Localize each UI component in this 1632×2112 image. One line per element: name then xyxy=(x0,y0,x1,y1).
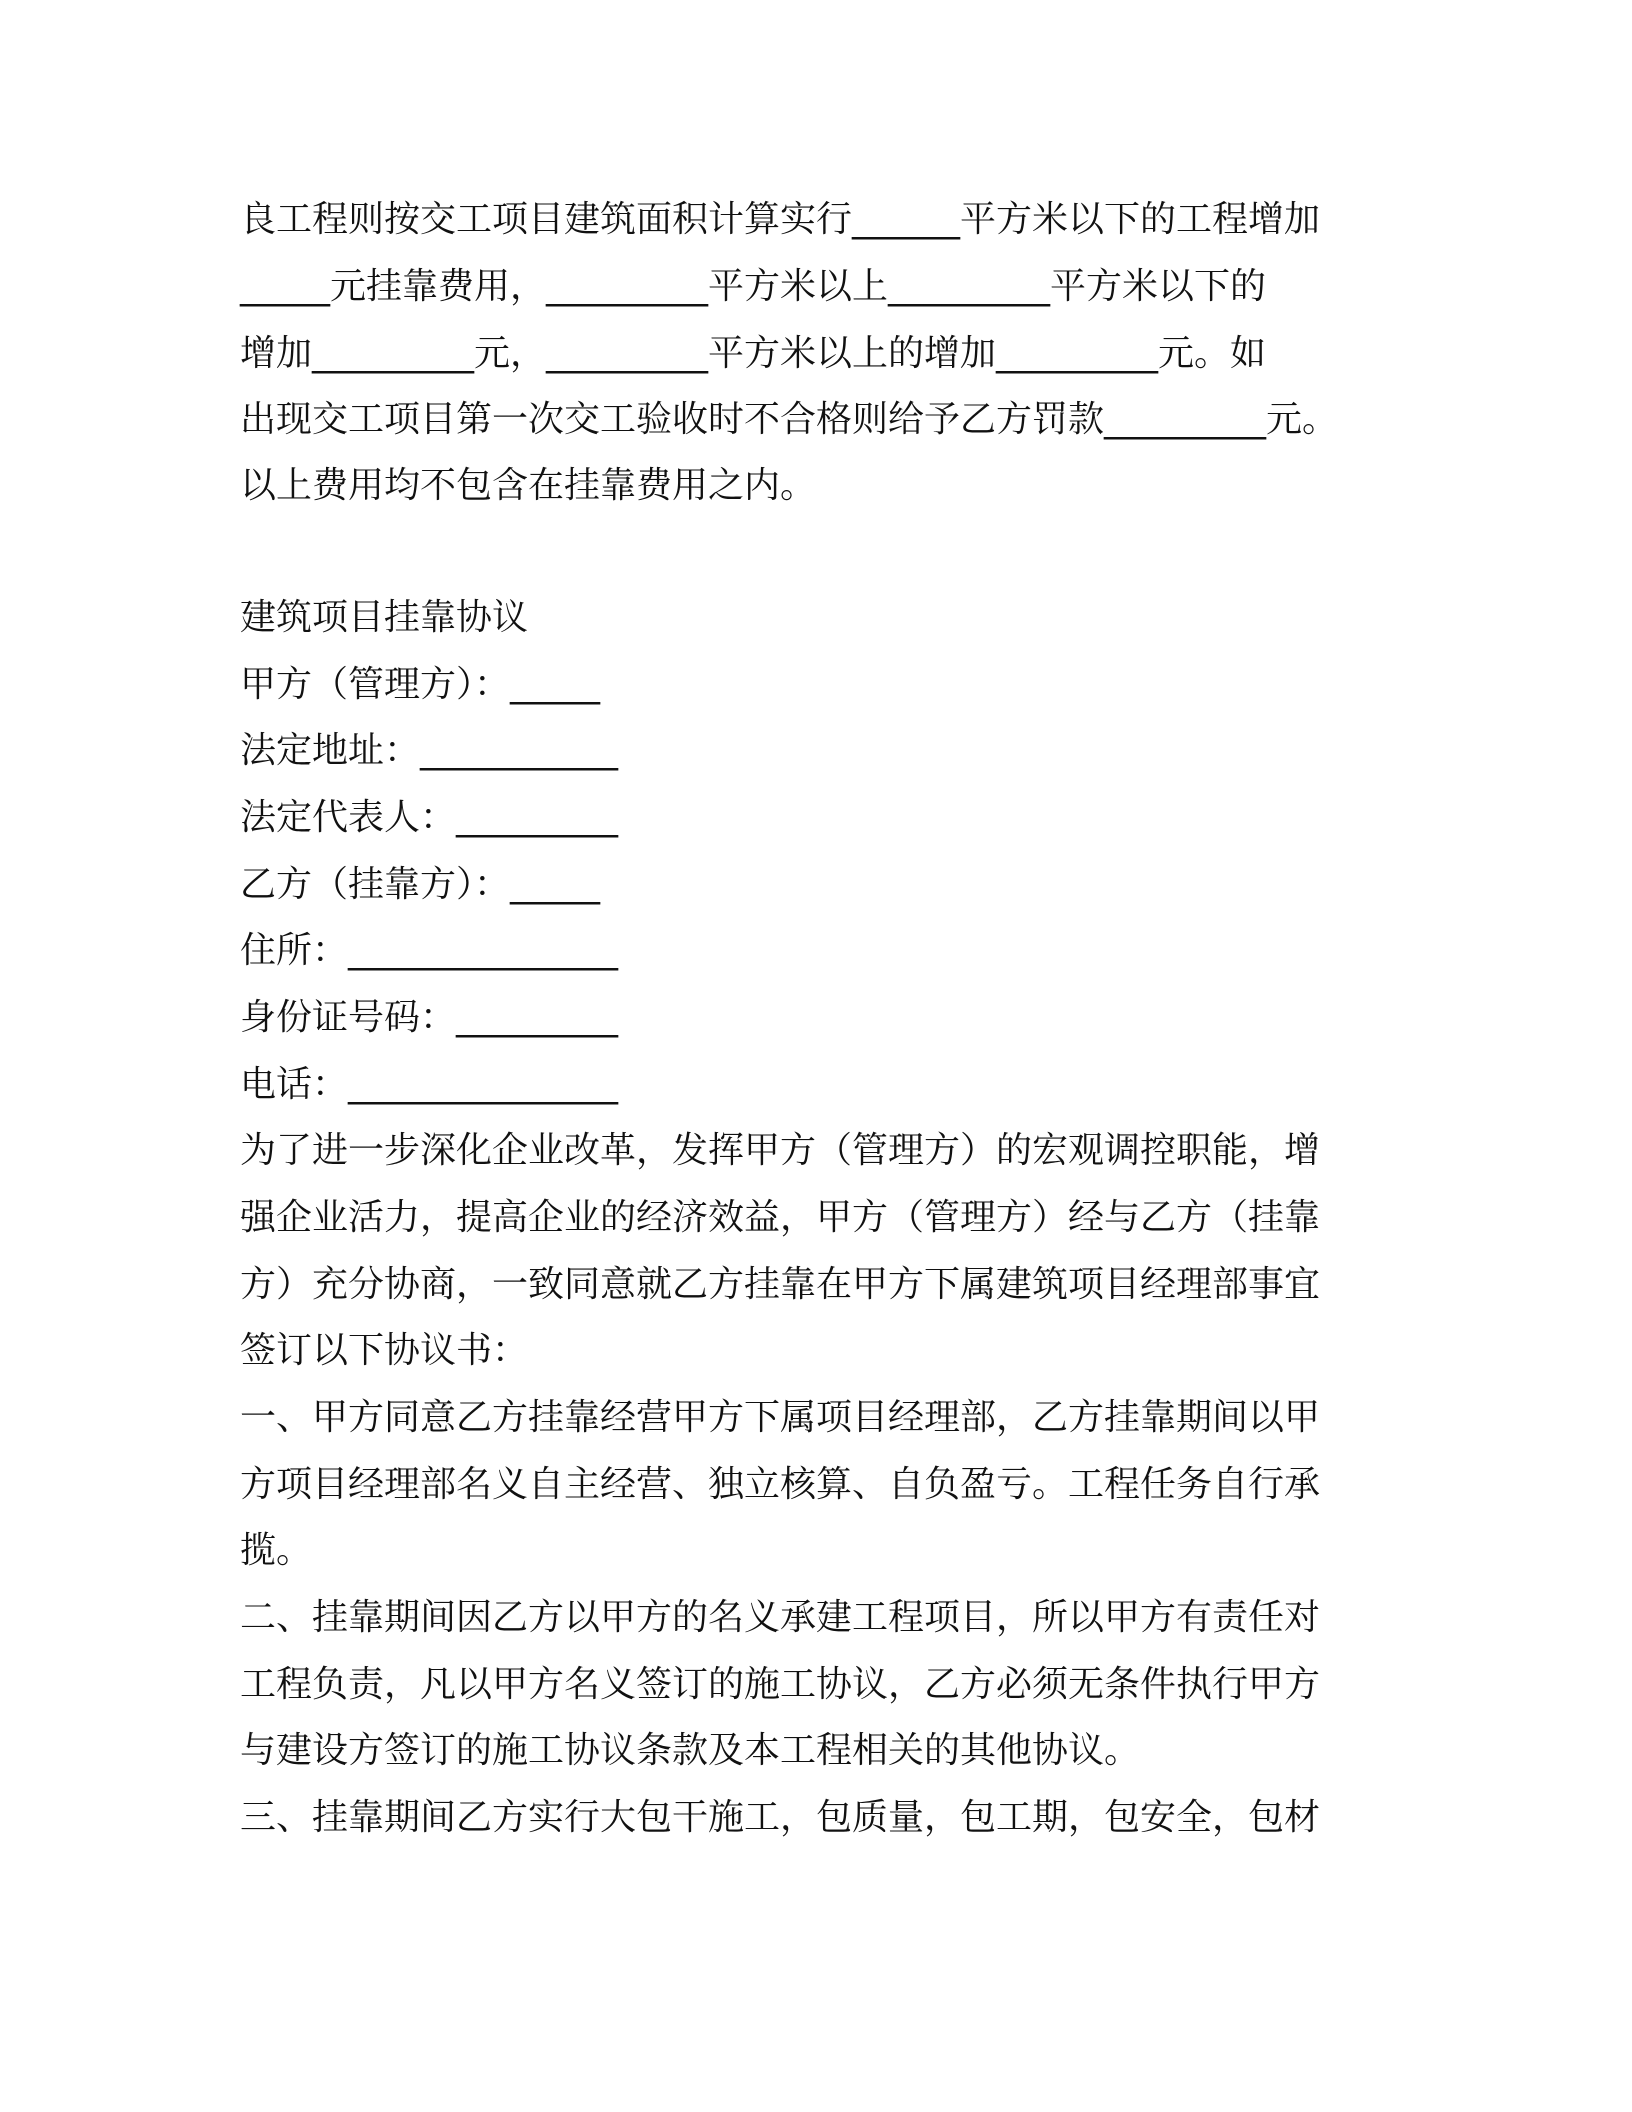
legal-representative-field: 法定代表人：_________ xyxy=(240,797,619,838)
party-a-field: 甲方（管理方）：_____ xyxy=(240,664,601,705)
paragraph-fee-line-5: 以上费用均不包含在挂靠费用之内。 xyxy=(240,465,817,506)
intro-paragraph-line-4: 签订以下协议书： xyxy=(240,1330,529,1371)
clause-3-line-1: 三、挂靠期间乙方实行大包干施工，包质量，包工期，包安全，包材 xyxy=(240,1797,1321,1838)
clause-2-line-3: 与建设方签订的施工协议条款及本工程相关的其他协议。 xyxy=(240,1730,1141,1771)
clause-1-line-3: 揽。 xyxy=(240,1530,313,1571)
residence-field: 住所：_______________ xyxy=(240,930,619,971)
legal-address-field: 法定地址：___________ xyxy=(240,730,619,771)
paragraph-fee-line-2: _____元挂靠费用，_________平方米以上_________平方米以下的 xyxy=(240,266,1267,307)
clause-1-line-2: 方项目经理部名义自主经营、独立核算、自负盈亏。工程任务自行承 xyxy=(240,1464,1321,1505)
party-b-field: 乙方（挂靠方）：_____ xyxy=(240,864,601,905)
clause-1-line-1: 一、甲方同意乙方挂靠经营甲方下属项目经理部，乙方挂靠期间以甲 xyxy=(240,1397,1321,1438)
paragraph-fee-line-1: 良工程则按交工项目建筑面积计算实行______平方米以下的工程增加 xyxy=(240,199,1321,240)
paragraph-fee-line-3: 增加_________元，_________平方米以上的增加_________元。如 xyxy=(240,333,1267,374)
intro-paragraph-line-3: 方）充分协商，一致同意就乙方挂靠在甲方下属建筑项目经理部事宜 xyxy=(240,1264,1321,1305)
intro-paragraph-line-2: 强企业活力，提高企业的经济效益，甲方（管理方）经与乙方（挂靠 xyxy=(240,1197,1321,1238)
paragraph-fee-line-4: 出现交工项目第一次交工验收时不合格则给予乙方罚款_________元。 xyxy=(240,399,1339,440)
intro-paragraph-line-1: 为了进一步深化企业改革，发挥甲方（管理方）的宏观调控职能，增 xyxy=(240,1130,1321,1171)
clause-2-line-1: 二、挂靠期间因乙方以甲方的名义承建工程项目，所以甲方有责任对 xyxy=(240,1597,1321,1638)
phone-field: 电话：_______________ xyxy=(240,1064,619,1105)
clause-2-line-2: 工程负责，凡以甲方名义签订的施工协议，乙方必须无条件执行甲方 xyxy=(240,1664,1321,1705)
document-title: 建筑项目挂靠协议 xyxy=(240,597,529,638)
id-number-field: 身份证号码：_________ xyxy=(240,997,619,1038)
